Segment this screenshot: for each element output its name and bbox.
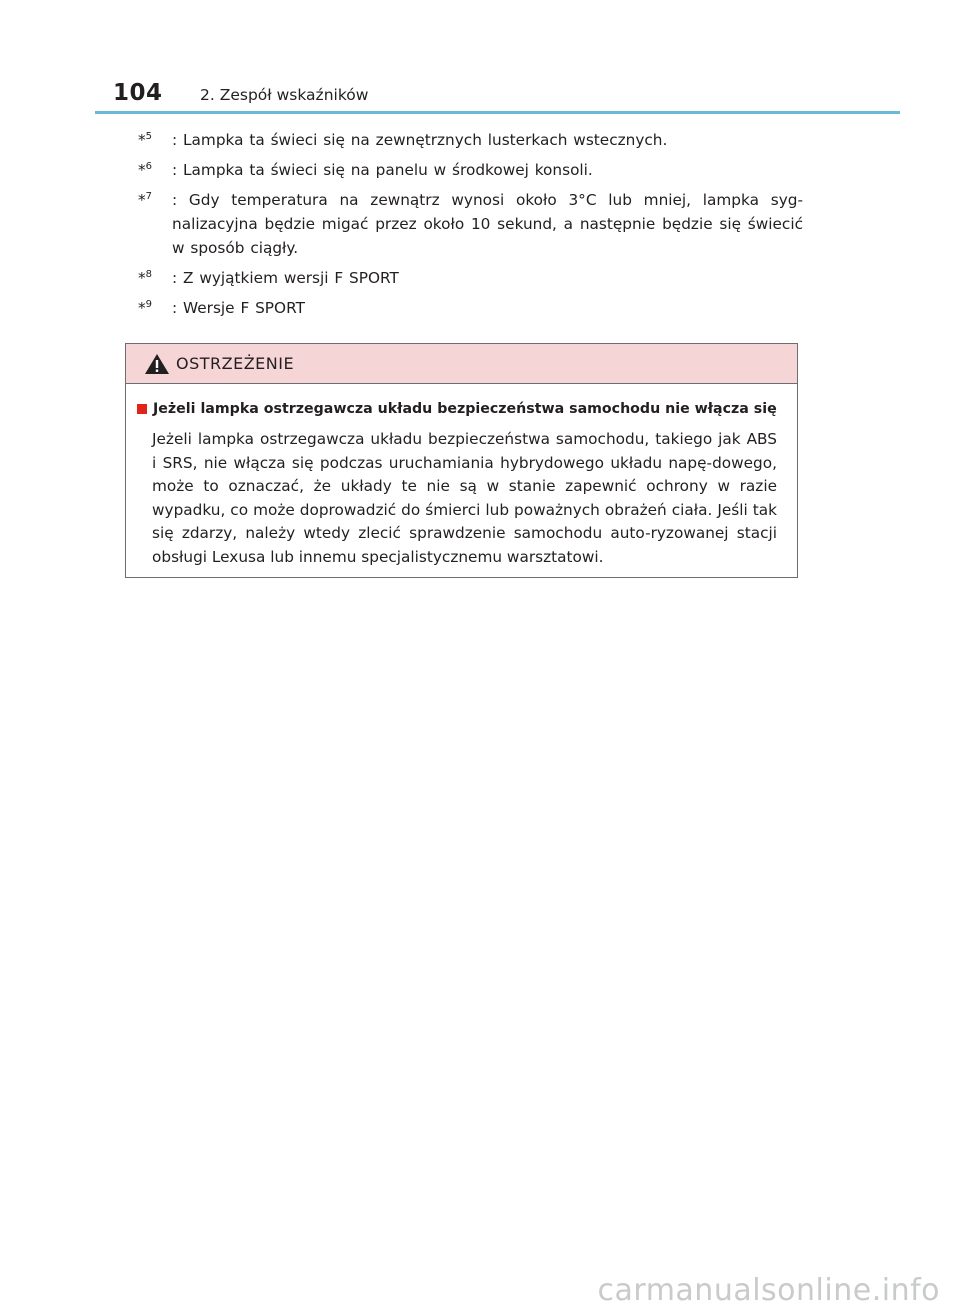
footnote-marker: *$^5$ [138, 131, 153, 149]
warning-paragraph: Jeżeli lampka ostrzegawcza układu bezpieczeństwa samochodu, takiego jak ABS i SRS, nie włącza się podczas uruchamiania hybrydowego układu napę-dowego, może to oznaczać, że układy te nie są w stanie zapewnić ochrony w razie wypadku, co może doprowadzić do śmierci lub poważnych obrażeń ciała. Jeśli tak się zdarzy, należy wtedy zlecić sprawdzenie samochodu auto-ryzowanej stacji obsługi Lexusa lub innemu specjalistycznemu warsztatowi. [152, 430, 777, 566]
bullet-square-icon [137, 404, 147, 414]
page-number: 104 [113, 80, 163, 106]
section-title: 2. Zespół wskaźników [200, 86, 369, 104]
header-divider [95, 111, 900, 114]
footnote-marker: *$^6$ [138, 161, 153, 179]
footnote-text: : Wersje F SPORT [172, 299, 305, 317]
footnote-marker: *$^9$ [138, 299, 153, 317]
footnote-text: : Lampka ta świeci się na zewnętrznych lusterkach wstecznych. [172, 131, 668, 149]
warning-title: OSTRZEŻENIE [176, 354, 295, 373]
footnote-5 [138, 128, 803, 152]
footnote-7 [138, 188, 803, 260]
footnote-text: : Lampka ta świeci się na panelu w środkowej konsoli. [172, 161, 593, 179]
footnote-text: : Gdy temperatura na zewnątrz wynosi około 3°C lub mniej, lampka syg-nalizacyjna będzie migać przez około 10 sekund, a następnie będzie się świecić w sposób ciągły. [172, 191, 803, 257]
warning-subheading [137, 398, 777, 420]
warning-triangle-icon [144, 353, 170, 375]
warning-subheading-text: Jeżeli lampka ostrzegawcza układu bezpieczeństwa samochodu nie włącza się [153, 401, 777, 417]
footnote-6 [138, 158, 803, 182]
footnote-marker: *$^8$ [138, 269, 153, 287]
footnote-text: : Z wyjątkiem wersji F SPORT [172, 269, 399, 287]
footnote-8 [138, 266, 803, 290]
warning-header [126, 344, 797, 384]
warning-box [125, 343, 798, 578]
page-header [0, 0, 960, 120]
warning-body [126, 384, 797, 569]
footnote-marker: *$^7$ [138, 191, 153, 209]
watermark: carmanualsonline.info [597, 1273, 940, 1308]
footnotes-list [138, 128, 803, 326]
footnote-9 [138, 296, 803, 320]
